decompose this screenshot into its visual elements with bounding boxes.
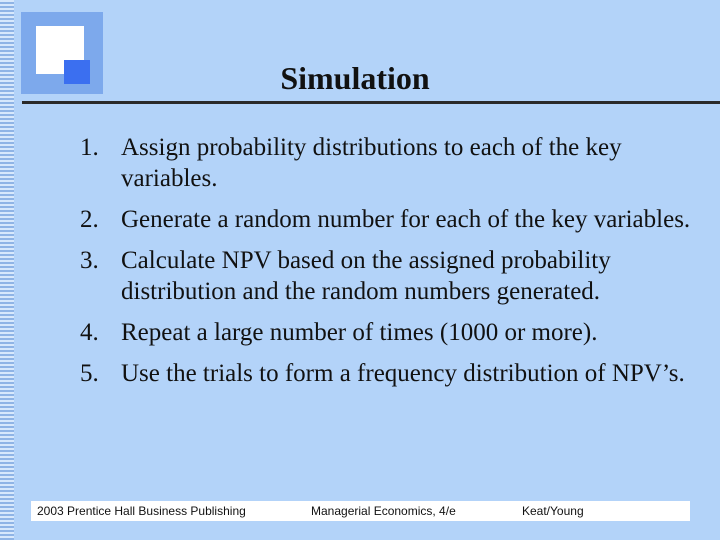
steps-list xyxy=(72,132,692,399)
list-item-text: Assign probability distributions to each of the key variables. xyxy=(121,134,622,192)
list-item xyxy=(72,204,692,235)
title-divider xyxy=(22,101,720,104)
list-item-text: Generate a random number for each of the key variables. xyxy=(121,206,691,233)
slide-footer xyxy=(31,501,690,521)
footer-authors: Keat/Young xyxy=(522,504,584,518)
footer-publisher: 2003 Prentice Hall Business Publishing xyxy=(37,504,246,518)
list-item-number: 1. xyxy=(80,134,99,161)
list-item-number: 4. xyxy=(80,319,99,346)
list-item xyxy=(72,132,692,194)
list-item-text: Repeat a large number of times (1000 or more). xyxy=(121,319,598,346)
list-item xyxy=(72,317,692,348)
slide-title: Simulation xyxy=(280,60,430,96)
logo-blue-square xyxy=(64,60,90,84)
list-item xyxy=(72,245,692,307)
list-item xyxy=(72,358,692,389)
list-item-number: 5. xyxy=(80,360,99,387)
list-item-text: Calculate NPV based on the assigned probability distribution and the random numbers generated. xyxy=(121,247,611,305)
list-item-number: 2. xyxy=(80,206,99,233)
left-decorative-stripe xyxy=(0,0,14,540)
footer-book: Managerial Economics, 4/e xyxy=(311,504,456,518)
list-item-text: Use the trials to form a frequency distribution of NPV’s. xyxy=(121,360,685,387)
list-item-number: 3. xyxy=(80,247,99,274)
